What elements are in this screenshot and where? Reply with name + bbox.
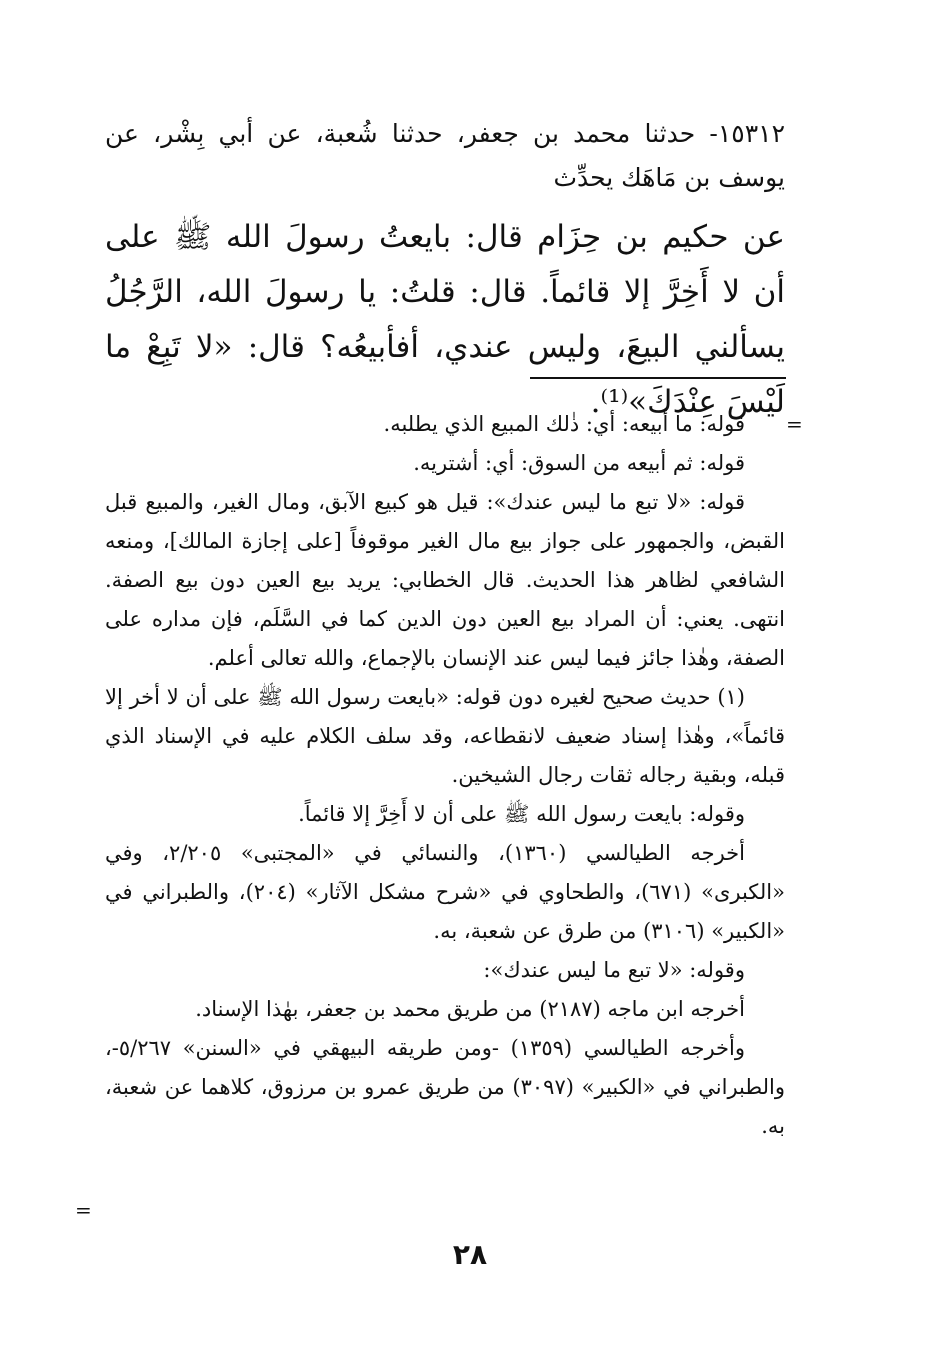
page-number: ٢٨ [452, 1238, 488, 1271]
footnote-paragraph: وأخرجه الطيالسي (١٣٥٩) -ومن طريقه البيهقي في «السنن» ٥/٢٦٧-، والطبراني في «الكبير» (٣٠٩٧) من طريق عمرو بن مرزوق، كلاهما عن شعبة، به. [105, 1036, 785, 1138]
footnote-paragraph: (١) حديث صحيح لغيره دون قوله: «بايعت رسول الله ﷺ على أن لا أخر إلا قائماً»، وهٰذا إسناد ضعيف لانقطاعه، وقد سلف الكلام عليه في الإسناد الذي قبله، وبقية رجاله ثقات رجال الشيخين. [105, 685, 785, 787]
footnote-paragraph: أخرجه ابن ماجه (٢١٨٧) من طريق محمد بن جعفر، بهٰذا الإسناد. [195, 997, 745, 1021]
footnotes [105, 405, 785, 1146]
footnote-paragraph: قوله: ثم أبيعه من السوق: أي: أشتريه. [413, 451, 745, 475]
footnote-paragraph: وقوله: «لا تبع ما ليس عندك»: [483, 958, 745, 982]
continuation-mark-top: = [786, 412, 803, 436]
footnote-paragraph: وقوله: بايعت رسول الله ﷺ على أن لا أَخِرَّ إلا قائماً. [298, 802, 745, 826]
hadith-isnad: ١٥٣١٢- حدثنا محمد بن جعفر، حدثنا شُعبة، عن أبي بِشْر، عن يوسف بن مَاهَك يحدِّث [105, 119, 785, 192]
continuation-mark-bottom: = [75, 1198, 92, 1222]
footnote-paragraph: قوله: «لا تبع ما ليس عندك»: قيل هو كبيع الآبق، ومال الغير، والمبيع قبل القبض، والجمهور على جواز بيع مال الغير موقوفاً [على إجازة المالك]، ومنعه الشافعي لظاهر هذا الحديث. قال الخطابي: يريد بيع العين دون بيع الصفة. انتهى. يعني: أن المراد بيع العين دون الدين كما في السَّلَم، فإن مداره على الصفة، وهٰذا جائز فيما ليس عند الإنسان بالإجماع، والله تعالى أعلم. [105, 490, 785, 670]
footnote-paragraph: قوله: ما أبيعه: أي: ذٰلك المبيع الذي يطلبه. [383, 412, 745, 436]
hadith-matn: عن حكيم بن حِزَام قال: بايعتُ رسولَ الله ﷺ على أن لا أَخِرَّ إلا قائماً. قال: قلتُ: يا رسولَ الله، الرَّجُلُ يسألني البيعَ، وليس عندي، أفأبيعُه؟ قال: «لا تَبِعْ ما لَيْسَ عِنْدَكَ»⁽¹⁾. [105, 219, 785, 420]
footnote-separator [530, 377, 786, 379]
footnote-paragraph: أخرجه الطيالسي (١٣٦٠)، والنسائي في «المجتبى» ٢/٢٠٥، وفي «الكبرى» (٦٧١)، والطحاوي في «شرح مشكل الآثار» (٢٠٤)، والطبراني في «الكبير» (٣١٠٦) من طرق عن شعبة، به. [105, 841, 785, 943]
